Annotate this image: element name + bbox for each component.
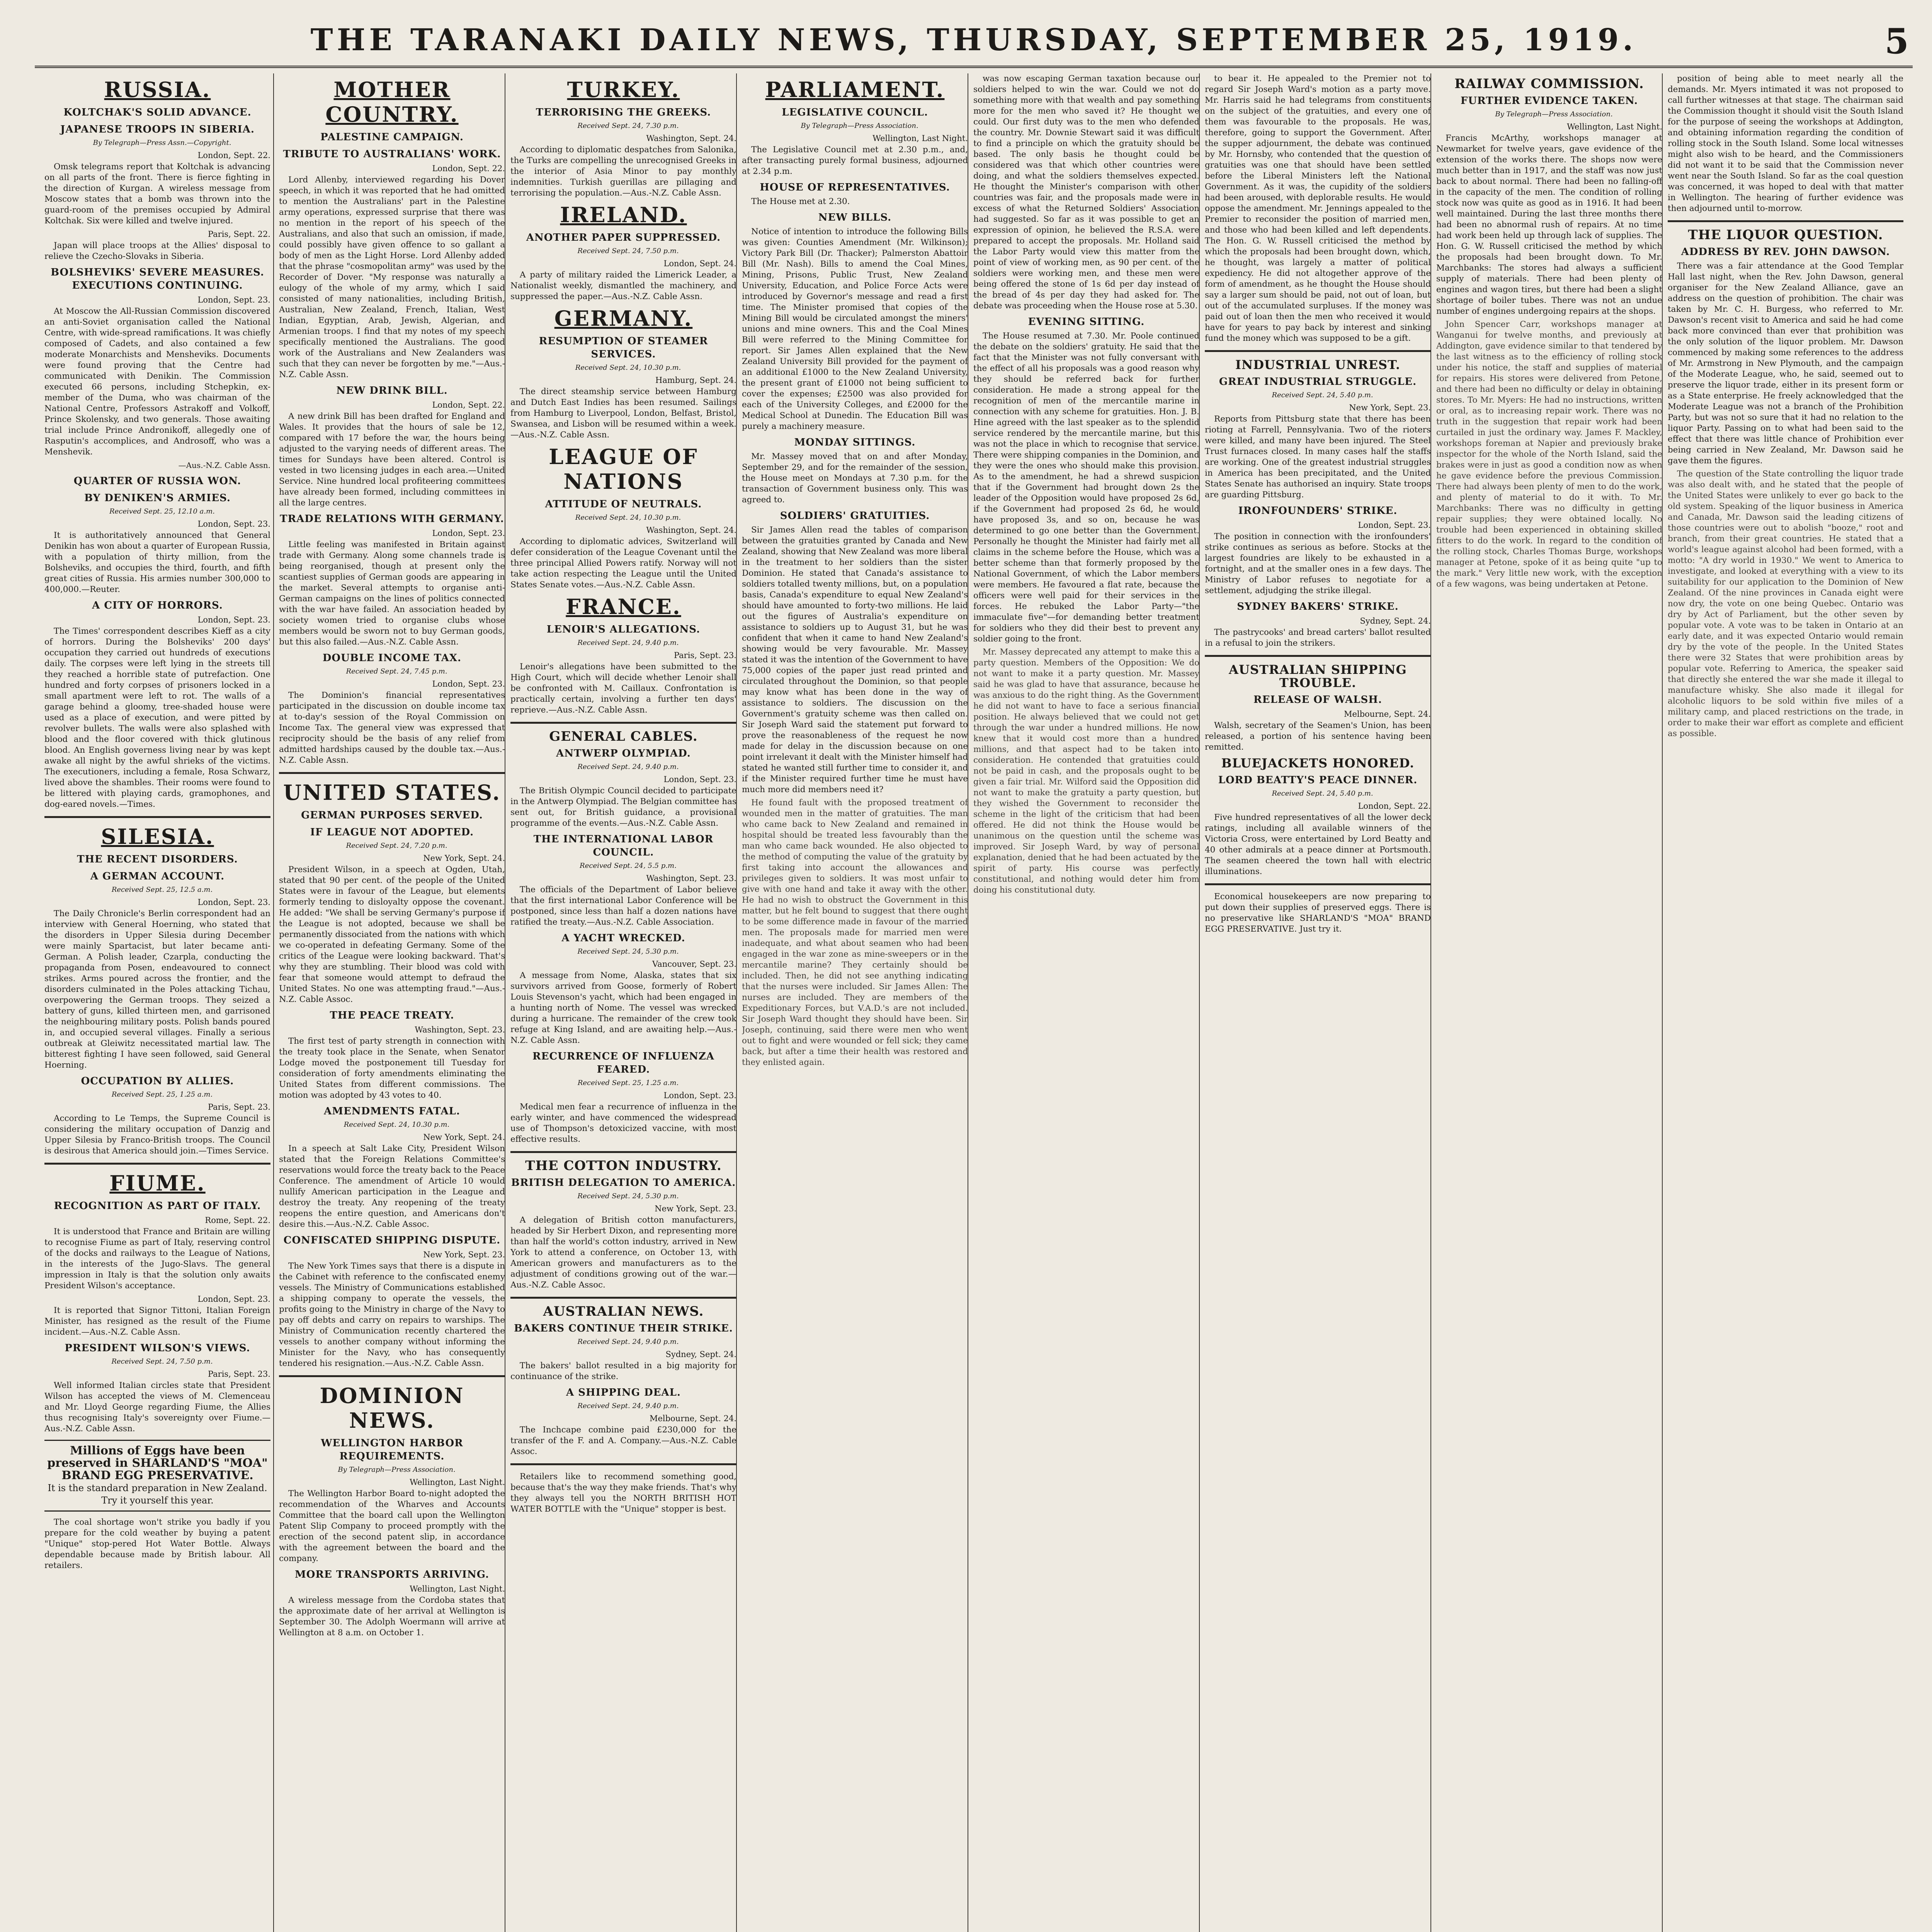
page-number: 5 [1884,21,1909,62]
section-title-australian-news: AUSTRALIAN NEWS. [543,1304,704,1319]
article-body: A party of military raided the Limerick Leader, a Nationalist weekly, dismantled the machinery, and suppressed the paper.—Aus.-N.Z. Cable Assn. [510,270,736,301]
column-7 [1436,73,1662,1932]
article-body: The British Olympic Council decided to participate in the Antwerp Olympiad. The Belgian committee has sent out, for British guidance, a provisional programme of the events.—Aus.-N.Z. Cable Assn. [510,786,736,828]
article-body: Little feeling was manifested in Britain against trade with Germany. Along some channels trade is being reorganised, though at present only the scantiest supplies of German goods are appearing in the market. Several attempts to organise anti-German campaigns on the lines of politics connected with the war have failed. An association headed by society women tried to organise clubs whose members would be sworn not to buy German goods, but this also failed.—Aus.-N.Z. Cable Assn. [279,540,505,647]
section-title-russia: RUSSIA. [104,77,211,102]
section-title-turkey: TURKEY. [567,77,680,102]
dateline: Sydney, Sept. 24. [665,1350,736,1359]
headline: SYDNEY BAKERS' STRIKE. [1237,601,1399,612]
divider [279,1375,505,1377]
article-body: The direct steamship service between Hamburg and Dutch East Indies has been resumed. Sailings from Hamburg to Liverpool, London, Belfast, Bristol, Swansea, and Lisbon will be resumed within a week.—Aus.-N.Z. Cable Assn. [510,387,736,440]
received-line: Received Sept. 24, 10.30 p.m. [575,514,681,522]
headline: QUARTER OF RUSSIA WON. [73,475,242,487]
headline: AMENDMENTS FATAL. [324,1105,460,1117]
received-line: Received Sept. 24, 7.30 p.m. [577,122,679,130]
divider [1205,350,1431,352]
advert-headline: Millions of Eggs have been preserved in SHARLAND'S "MOA" BRAND EGG PRESERVATIVE. [47,1444,268,1482]
received-line: Received Sept. 24, 9.40 p.m. [577,1338,679,1346]
article-body: The Daily Chronicle's Berlin correspondent had an interview with General Hoerning, who stated that the disorders in Upper Silesia during December were mainly Spartacist, but later became anti-German. A Polish leader, Czarpla, conducting the propaganda from Posen, endeavoured to connect strikes. Arms poured across the frontier, and the disorders culminated in the Poles attacking Tichau, overpowering the German troops. They seized a battery of guns, killed thirteen men, and garrisoned the neighbouring military posts. Polish bands poured in, and occupied several villages. Finally a serious outbreak at Gleiwitz necessitated martial law. The bitterest fighting I have seen followed, said General Hoerning. [44,909,270,1070]
headline: A YACHT WRECKED. [561,932,685,944]
advert-text: The coal shortage won't strike you badly if you prepare for the cold weather by buying a patent "Unique" stop-pered Hot Water Bottle. Always dependable because made by British labour. All retailers. [44,1517,270,1570]
headline: THE RECENT DISORDERS. [77,854,238,865]
headline: TERRORISING THE GREEKS. [536,107,711,118]
article-body: According to diplomatic despatches from Salonika, the Turks are compelling the unrecognised Greeks in the interior of Asia Minor to pay monthly indemnities. Turkish guerillas are pillaging and terrorising the population.—Aus.-N.Z. Cable Assn. [510,145,736,198]
article-body: Japan will place troops at the Allies' disposal to relieve the Czecho-Slovaks in Siberia. [44,241,270,261]
headline: LORD BEATTY'S PEACE DINNER. [1218,774,1418,786]
dateline: Washington, Sept. 23. [415,1025,505,1034]
dateline: London, Sept. 23. [197,295,270,304]
section-title-dominion-news: DOMINION NEWS. [320,1383,464,1433]
received-line: Received Sept. 25, 12.5 a.m. [111,886,213,894]
article-body: The question of the State controlling the liquor trade was also dealt with, and he stated that the people of the United States were unlikely to ever go back to the old system. Speaking of the liquor business in America and Canada, Mr. Dawson said the leading citizens of those countries were out to abolish "booze," root and branch, from their great countries. He stated that a world's league against alcohol had been formed, with a motto: "A dry world in 1930." We went to America to investigate, and looked at everything with a view to its suitability for our application to the Dominion of New Zealand. Of the nine provinces in Canada eight were now dry, the vote on one being Quebec. Ontario was dry by Act of Parliament, but the other seven by popular vote. A vote was to be taken in Ontario at an early date, and it was expected Ontario would remain dry by the vote of the people. In the United States there were 32 States that were prohibition areas by popular vote. Referring to America, the speaker said that directly she entered the war she made it illegal to manufacture whisky. She also made it illegal for alcoholic liquors to be sold within five miles of a military camp, and placed restrictions on the trade, in order to make their war effort as complete and efficient as possible. [1668,469,1903,738]
article-body: President Wilson, in a speech at Ogden, Utah, stated that 90 per cent. of the people of the United States were in favour of the League, but elements formerly tending to disloyalty oppose the covenant. He added: "We shall be serving Germany's purpose if the League is not adopted, because we shall be permanently dissociated from the nations with which we co-operated in defeating Germany. Some of the critics of the League were looking backward. That's why they are stumbling. Their blood was cold with fear that someone would attempt to defraud the United States. No one was attempting fraud."—Aus.-N.Z. Cable Assoc. [279,865,505,1004]
divider [279,772,505,774]
article-body: Lenoir's allegations have been submitted to the High Court, which will decide whether Lenoir shall be confronted with M. Caillaux. Confrontation is practically certain, involving a further ten days' reprieve.—Aus.-N.Z. Cable Assn. [510,662,736,715]
dateline: London, Sept. 22. [432,164,505,173]
section-title-ireland: IRELAND. [560,202,687,227]
headline: RECURRENCE OF INFLUENZA FEARED. [532,1051,714,1075]
section-title-fiume: FIUME. [109,1171,206,1196]
section-title-parliament: PARLIAMENT. [765,77,945,102]
headline: A SHIPPING DEAL. [566,1387,681,1398]
article-body: A message from Nome, Alaska, states that six survivors arrived from Goose, formerly of Robert Louis Stevenson's yacht, which had been engaged in a hunting north of Nome. The vessel was wrecked during a hurricane. The remainder of the crew took refuge at King Island, and are awaiting help.—Aus.-N.Z. Cable Assn. [510,971,736,1045]
dateline: New York, Sept. 23. [423,1250,505,1259]
advert-text: It is the standard preparation in New Zealand. Try it yourself this year. [48,1483,267,1506]
headline: AUSTRALIAN SHIPPING TROUBLE. [1229,662,1407,690]
headline: BAKERS CONTINUE THEIR STRIKE. [514,1323,733,1334]
headline: RECOGNITION AS PART OF ITALY. [54,1200,261,1212]
divider [1205,655,1431,657]
headline: EVENING SITTING. [1028,316,1145,328]
dateline: Paris, Sept. 23. [207,1369,270,1379]
article-body: The Inchcape combine paid £230,000 for the transfer of the F. and A. Company.—Aus.-N.Z. Cable Assoc. [510,1425,736,1456]
column-5 [973,73,1199,1932]
headline: PALESTINE CAMPAIGN. [320,131,464,143]
article-body: The position in connection with the ironfounders' strike continues as serious as before. Stocks at the largest foundries are likely to be exhausted in a fortnight, and at the smaller ones in a few days. The Ministry of Labor refuses to negotiate for a settlement, adjudging the strike illegal. [1205,532,1431,595]
dateline: Washington, Sept. 24. [646,526,736,535]
article-body: It is authoritatively announced that General Denikin has won about a quarter of European Russia, with a population of thirty million, from the Bolsheviks, and occupies the third, fourth, and fifth great cities of Russia. His armies number 300,000 to 400,000.—Reuter. [44,531,270,594]
article-body: Mr. Massey moved that on and after Monday, September 29, and for the remainder of the session, the House meet on Mondays at 7.30 p.m. for the transaction of Government business only. This was agreed to. [742,452,968,505]
column-4 [742,73,968,1932]
headline: LENOIR'S ALLEGATIONS. [546,624,701,635]
article-body: According to diplomatic advices, Switzerland will defer consideration of the League Covenant until the three principal Allied Powers ratify. Norway will not take action respecting the League until the United States Senate votes.—Aus.-N.Z. Cable Assn. [510,537,736,590]
advert-text: Economical housekeepers are now preparing to put down their supplies of preserved eggs. There is no preservative like SHARLAND'S "MOA" BRAND EGG PRESERVATIVE. Just try it. [1205,892,1431,934]
headline: RELEASE OF WALSH. [1253,694,1382,706]
article-body: The pastrycooks' and bread carters' ballot resulted in a refusal to join the strikers. [1205,628,1431,648]
headline: ANTWERP OLYMPIAD. [556,748,691,759]
headline: GREAT INDUSTRIAL STRUGGLE. [1219,376,1417,388]
article-body: was now escaping German taxation because our soldiers helped to win the war. Could we not do something more with that wealth and pay something more for the men who saved it? He thought we could. Our first duty was to the men who defended the country. Mr. Downie Stewart said it was difficult to find a principle on which the gratuity should be based. The only basis he thought could be considered was that which other countries were doing, and what the soldiers themselves expected. He thought the Minister's comparison with other countries was fair, and the proposals made were in excess of what the Returned Soldiers' Association had suggested. So far as it was possible to get an expression of opinion, he believed the R.S.A. were prepared to accept the proposals. Mr. Holland said the Labor Party would view this matter from the point of view of working men, as 90 per cent. of the soldiers were working men, and these men were being offered the stone of 1s 6d per day instead of the bread of 4s per day they had asked for. The debate was proceeding when the House rose at 5.30. [973,74,1199,311]
received-line: Received Sept. 24, 7.20 p.m. [346,842,447,850]
article-body: position of being able to meet nearly all the demands. Mr. Myers intimated it was not proposed to call further witnesses at that stage. The chairman said the Commission thought it should visit the South Island for the purpose of seeing the workshops at Addington, and obtaining information regarding the condition of rolling stock in the South Island. Some local witnesses might also wish to be heard, and the Commissioners did not want it to be said that the Commission never went near the South Island. So far as the coal question was concerned, it was hoped to deal with that matter in Wellington. The hearing of further evidence was then adjourned until to-morrow. [1668,74,1903,213]
headline: TRADE RELATIONS WITH GERMANY. [280,513,504,525]
headline: THE LIQUOR QUESTION. [1688,227,1883,243]
headline: A CITY OF HORRORS. [92,600,223,611]
dateline: London, Sept. 22. [1358,801,1431,811]
dateline: Wellington, Last Night. [872,134,968,143]
article-body: The Wellington Harbor Board to-night adopted the recommendation of the Wharves and Accounts Committee that the board call upon the Wellington Patent Slip Company to proceed promptly with the erection of the second patent slip, in accordance with the agreement between the board and the company. [279,1489,505,1563]
headline: A GERMAN ACCOUNT. [90,871,225,882]
advertisement [44,1440,270,1512]
headline: BY DENIKEN'S ARMIES. [84,492,231,504]
dateline: London, Sept. 23. [1358,520,1431,530]
headline: DOUBLE INCOME TAX. [322,652,462,664]
article-body: Medical men fear a recurrence of influenza in the early winter, and have commenced the widespread use of Thompson's detoxicized vaccine, with most effective results. [510,1102,736,1144]
article-body: The officials of the Department of Labor believe that the first international Labor Conference will be postponed, since less than half a dozen nations have ratified the treaty.—Aus.-N.Z. Cable Association. [510,885,736,927]
article-body: Reports from Pittsburg state that there has been rioting at Farrell, Pennsylvania. Two of the rioters were killed, and many have been injured. The Steel Trust furnaces closed. In many cases half the staffs are working. One of the greatest industrial struggles in America has been precipitated, and the United States Senate has authorised an inquiry. State troops are guarding Pittsburg. [1205,414,1431,500]
dateline: London, Sept. 23. [197,519,270,529]
dateline: London, Sept. 24. [663,259,736,268]
column-3 [510,73,736,1932]
dateline: New York, Sept. 24. [423,854,505,863]
received-line: Received Sept. 24, 10.30 p.m. [344,1121,450,1129]
dateline: Paris, Sept. 22. [207,230,270,239]
byline: By Telegraph—Press Association. [1495,110,1613,118]
headline: ATTITUDE OF NEUTRALS. [545,498,702,510]
article-body: Omsk telegrams report that Koltchak is advancing on all parts of the front. There is fierce fighting in the direction of Kurgan. A wireless message from Moscow states that a bomb was thrown into the guard-room of the premises occupied by Admiral Koltchak. Six were killed and twelve injured. [44,162,270,226]
article-body: Francis McArthy, workshops manager at Newmarket for twelve years, gave evidence of the extension of the works there. The shops now were much better than in 1917, and the staff was now just back to about normal. There had been no falling-off in the capacity of the men. The condition of rolling stock now was quite as good as in 1916. It had been well maintained. During the last three months there had been no abnormal rush of repairs. At no time had work been held up through lack of supplies. The Hon. G. W. Russell criticised the method by which the proposals had been brought down. To Mr. Marchbanks: The stores had always a sufficient supply of materials. There had been plenty of engines and wagon tires, but there had been a slight shortage of boiler tubes. There was not an undue number of engines undergoing repairs at the shops. [1436,133,1662,316]
dateline: London, Sept. 23. [663,775,736,784]
received-line: Received Sept. 24, 5.40 p.m. [1272,789,1373,798]
dateline: Washington, Sept. 24. [646,134,736,143]
dateline: Melbourne, Sept. 24. [649,1414,736,1423]
article-body: A wireless message from the Cordoba states that the approximate date of her arrival at Wellington is September 30. The Adolph Woermann will arrive at Wellington at 8 a.m. on October 1. [279,1595,505,1638]
divider [510,1463,736,1465]
divider [510,1151,736,1153]
article-body: It is understood that France and Britain are willing to recognise Fiume as part of Italy, reserving control of the docks and railways to the League of Nations, in the interests of the Jugo-Slavs. The general impression in Italy is that the solution only awaits President Wilson's acceptance. [44,1227,270,1291]
article-body: A new drink Bill has been drafted for England and Wales. It provides that the hours of sale be 12, compared with 17 before the war, the hours being adjusted to the varying needs of different areas. The times for Sundays have been altered. Control is vested in two licensing judges in each area.—United Service. Nine hundred local profiteering committees have already been formed, including committees in all the large centres. [279,412,505,508]
column-rule [273,73,274,1932]
dateline: New York, Sept. 23. [1349,403,1431,412]
headline: IF LEAGUE NOT ADOPTED. [310,827,474,838]
headline: ADDRESS BY REV. JOHN DAWSON. [1681,246,1890,258]
masthead [35,15,1913,68]
article-body: He found fault with the proposed treatment of wounded men in the matter of gratuities. The man who came back to New Zealand and remained in hospital should be treated less favourably than the man who came back wounded. He also objected to the method of computing the value of the gratuity by first taking into account the allowances and privileges given to soldiers. It was most unfair to give with one hand and take it away with the other. He had no wish to obstruct the Government in this matter, but he felt bound to suggest that there ought to be some difference made in favour of the married men. The proposals made for married men were inadequate, and what about seamen who had been engaged in the war zone as mine-sweepers or in the mercantile marine? They certainly should be included. Then, he did not see anything indicating that the nurses were included. Sir James Allen: The nurses are included. They are members of the Expeditionary Forces, but V.A.D.'s are not included. Sir Joseph Ward thought they should have been. Sir Joseph, continuing, said there were men who went out to fight and were wounded or fell sick; they came back, but after a time their health was restored and they enlisted again. [742,798,968,1067]
article-body: The Legislative Council met at 2.30 p.m., and, after transacting purely formal business, adjourned at 2.34 p.m. [742,145,968,176]
article-body: to bear it. He appealed to the Premier not to regard Sir Joseph Ward's motion as a party move. Mr. Harris said he had telegrams from constituents on the subject of the gratuities, and every one of them was favourable to the proposals. He was, therefore, going to support the Government. After the supper adjournment, the debate was continued by Mr. Hornsby, who contended that the question of gratuities was one that should have been settled before the Liberal Ministers left the National Government. As it was, the cupidity of the soldiers had been aroused, with deplorable results. He would oppose the amendment. Mr. Jennings appealed to the Premier to reconsider the position of married men, and those who had been killed and left dependents. The Hon. G. W. Russell criticised the method by which the proposals had been brought down, which, he thought, was largely a matter of political expediency. He did not altogether approve of the form of amendment, as he thought the House should say a larger sum should be paid, not out of loan, but out of the accumulated surpluses. If the money was paid out of loan then the men who received it would have for years to pay back by interest and sinking fund the money which was supposed to be a gift. [1205,74,1431,343]
column-1 [44,73,270,1932]
dateline: Paris, Sept. 23. [207,1102,270,1112]
column-6 [1205,73,1431,1932]
advert-text: Retailers like to recommend something good, because that's the way they make friends. That's why they always tell you the NORTH BRITISH HOT WATER BOTTLE with the "Unique" stopper is best. [510,1472,736,1514]
dateline: London, Sept. 23. [432,529,505,538]
received-line: Received Sept. 24, 5.30 p.m. [577,947,679,956]
received-line: Received Sept. 24, 5.40 p.m. [1272,391,1373,399]
dateline: London, Sept. 23. [197,898,270,907]
section-title-general-cables: GENERAL CABLES. [549,729,698,744]
article-body: At Moscow the All-Russian Commission discovered an anti-Soviet organisation called the National Centre, with wide-spread ramifications. It was chiefly composed of Cadets, and also contained a few moderate Monarchists and Mensheviks. Documents were found proving that the Centre had communicated with Denikin. The Commission executed 66 persons, including Stchepkin, ex-member of the Duma, who was chairman of the National Centre, Professors Astrakoff and Volkoff, Prince Skolensky, and two generals. Those awaiting trial include Prince Andronikoff, allegedly one of Rasputin's accomplices, and Androsoff, who was a Menshevik. [44,306,270,457]
article-body: The House met at 2.30. [751,197,850,206]
received-line: Received Sept. 24, 5.5 p.m. [580,862,677,870]
article-body: John Spencer Carr, workshops manager at Wanganui for twelve months, and previously at Addington, gave evidence similar to that tendered by the last witness as to the efficiency of rolling stock under his notice, the staff and supplies of material for repairs. His stores were delivered from Petone, and there had been no difficulty or delay in obtaining stores. To Mr. Myers: He had no instructions, written or oral, as to increasing repair work. There was no truth in the suggestion that repair work had been curtailed in just the ordinary way. James F. Mackley, workshops foreman at Napier and previously brake inspector for the whole of the North Island, said the brakes were in just as good a condition now as when he gave evidence before the previous Commission. There had always been plenty of men to do the work, and plenty of material to do it with. To Mr. Marchbanks: There was no difficulty in getting repair supplies; they were obtained locally. No trouble had been experienced in obtaining skilled fitters to do the work. In regard to the condition of the rolling stock, Charles Thomas Burge, workshops manager at Petone, spoke of it as being quite "up to the mark." Very little new work, with the exception of a few wagons, was being undertaken at Petone. [1436,320,1662,589]
divider [1205,883,1431,885]
headline: INDUSTRIAL UNREST. [1235,357,1400,372]
headline: JAPANESE TROOPS IN SIBERIA. [60,124,255,135]
section-title-league-of-nations: LEAGUE OF NATIONS [549,444,698,494]
dateline: London, Sept. 23. [197,615,270,624]
divider [44,1163,270,1165]
divider [510,722,736,724]
article-body: In a speech at Salt Lake City, President Wilson stated that the Foreign Relations Committee's reservations would force the treaty back to the Peace Conference. The amendment of Article 10 would nullify American participation in the League and destroy the treaty. Any reopening of the treaty reopens the entire question, and Americans don't desire this.—Aus.-N.Z. Cable Assoc. [279,1144,505,1229]
dateline: Paris, Sept. 23. [673,651,736,660]
headline: ANOTHER PAPER SUPPRESSED. [526,232,721,243]
headline: NEW DRINK BILL. [336,385,448,396]
article-body: A delegation of British cotton manufacturers, headed by Sir Herbert Dixon, and representing more than half the world's cotton industry, arrived in New York to attend a conference, on October 13, with American growers and manufacturers as to the adjustment of conditions growing out of the war.—Aus.-N.Z. Cable Assoc. [510,1215,736,1290]
headline: TRIBUTE TO AUSTRALIANS' WORK. [283,148,501,160]
dateline: New York, Sept. 23. [655,1204,736,1213]
headline: WELLINGTON HARBOR REQUIREMENTS. [321,1437,463,1462]
headline: HOUSE OF REPRESENTATIVES. [760,182,950,193]
received-line: Received Sept. 24, 9.40 p.m. [577,1402,679,1410]
received-line: Received Sept. 24, 9.40 p.m. [577,763,679,771]
received-line: Received Sept. 25, 1.25 a.m. [577,1079,679,1087]
headline: THE INTERNATIONAL LABOR COUNCIL. [533,833,714,858]
dateline: London, Sept. 23. [432,679,505,689]
headline: PRESIDENT WILSON'S VIEWS. [65,1342,250,1354]
headline: NEW BILLS. [818,212,892,223]
section-title-silesia: SILESIA. [101,824,214,849]
headline: SOLDIERS' GRATUITIES. [780,510,930,522]
dateline: London, Sept. 23. [663,1091,736,1100]
dateline: Rome, Sept. 22. [205,1216,270,1225]
received-line: Received Sept. 24, 5.30 p.m. [577,1192,679,1200]
headline: THE PEACE TREATY. [330,1010,454,1021]
divider [510,1297,736,1299]
dateline: Vancouver, Sept. 23. [652,959,736,969]
received-line: Received Sept. 25, 12.10 a.m. [109,507,215,515]
article-body: There was a fair attendance at the Good Templar Hall last night, when the Rev. John Dawson, general organiser for the New Zealand Alliance, gave an address on the question of prohibition. The chair was taken by Mr. C. H. Burgess, who referred to Mr. Dawson's recent visit to America and said he had come back more convinced than ever that prohibition was the only solution of the liquor problem. Mr. Dawson commenced by making some references to the address of Mr. Armstrong in New Plymouth, and the campaign of the Moderate League, who, he said, seemed out to preserve the liquor trade, either in its present form or as a State enterprise. He freely acknowledged that the Moderate League was not a branch of the Prohibition Party, but was not so sure that it had no relation to the liquor Party. Passing on to what had been said to the effect that there was little chance of Prohibition ever being carried in New Zealand, Mr. Dawson said he gave them the figures. [1668,261,1903,466]
article-body: Well informed Italian circles state that President Wilson has accepted the views of M. Clemenceau and Mr. Lloyd George regarding Fiume, the Allies thus recognising Italy's sovereignty over Fiume.—Aus.-N.Z. Cable Assn. [44,1381,270,1434]
dateline: Hamburg, Sept. 24. [655,376,736,385]
headline: IRONFOUNDERS' STRIKE. [1238,505,1398,517]
agency-credit: —Aus.-N.Z. Cable Assn. [178,461,270,470]
received-line: Received Sept. 24, 7.50 p.m. [111,1357,213,1366]
dateline: Wellington, Last Night. [410,1478,505,1487]
received-line: Received Sept. 24, 7.45 p.m. [346,667,447,675]
headline: KOLTCHAK'S SOLID ADVANCE. [63,107,252,118]
article-body: The first test of party strength in connection with the treaty took place in the Senate, when Senator Lodge moved the postponement till Tuesday for consideration of forty amendments eliminating the United States from different commissions. The motion was adopted by 43 votes to 40. [279,1036,505,1100]
divider [44,816,270,818]
headline: RESUMPTION OF STEAMER SERVICES. [539,335,708,360]
section-title-germany: GERMANY. [554,306,693,331]
byline: By Telegraph—Press Assn.—Copyright. [93,139,231,147]
article-body: Mr. Massey deprecated any attempt to make this a party question. Members of the Opposition: We do not want to make it a party question. Mr. Massey said he was glad to have that assurance, because he was anxious to do the right thing. As the Government he did not want to have to face a serious financial position. He always believed that we could not get through the war under a hundred millions. He now knew that it would cost more than a hundred millions, and that aspect had to be taken into consideration. He contended that gratuities could not be paid in cash, and the proposals ought to be given a fair trial. Mr. Wilford said the Opposition did not want to make the gratuity a party question, but they wished the Government to reconsider the scheme in the light of the criticism that had been offered. He did not think the House would be unanimous on the question until the scheme was improved. Sir Joseph Ward, by way of personal explanation, denied that he had been actuated by the spirit of party. His course was perfectly constitutional, and nothing would deter him from doing his constitutional duty. [973,647,1199,895]
article-body: The House resumed at 7.30. Mr. Poole continued the debate on the soldiers' gratuity. He said that the fact that the Minister was not fully conversant with the effect of all his proposals was a good reason why they should be referred back for further consideration. He made a strong appeal for the recognition of men of the mercantile marine in connection with any scheme for gratuities. Hon. J. B. Hine agreed with the last speaker as to the splendid service rendered by the mercantile marine, but this was not the place in which to recognise that service. There were shipping companies in the Dominion, and they were the ones who should make this provision. As to the amendment, he had a shrewd suspicion that if the Government had brought down 2s the leader of the Opposition would have proposed 2s 6d, if the Government had proposed 2s 6d, he would have proposed 3s, and so on, because he was determined to go one better than the Government. Personally he thought the Minister had fairly met all claims in the scheme before the House, which was a better scheme than that formerly proposed by the National Government, of which the Labor members were members. He favoured a flat rate, because the officers were well paid for their services in the forces. He rebuked the Labor Party—"the immaculate five"—for demanding better treatment for soldiers who they did their best to prevent any soldier going to the front. [973,331,1199,644]
dateline: London, Sept. 23. [197,1294,270,1304]
received-line: Received Sept. 24, 7.50 p.m. [577,247,679,255]
received-line: Received Sept. 25, 1.25 a.m. [111,1090,213,1099]
article-body: The Dominion's financial representatives participated in the discussion on double income tax at to-day's session of the Royal Commission on Income Tax. The general view was expressed that reciprocity should be the basis of any relief from admitted hardships caused by the double tax.—Aus.-N.Z. Cable Assn. [279,690,505,765]
dateline: Sydney, Sept. 24. [1360,616,1431,626]
headline: CONFISCATED SHIPPING DISPUTE. [283,1235,501,1246]
headline: GERMAN PURPOSES SERVED. [301,810,483,821]
headline: RAILWAY COMMISSION. [1454,76,1644,92]
dateline: Wellington, Last Night. [410,1584,505,1594]
headline: BLUEJACKETS HONORED. [1221,756,1415,770]
dateline: London, Sept. 22. [197,151,270,160]
dateline: New York, Sept. 24. [423,1133,505,1142]
dateline: Washington, Sept. 23. [646,874,736,883]
headline: MONDAY SITTINGS. [794,437,916,448]
masthead-title: THE TARANAKI DAILY NEWS, THURSDAY, SEPTEMBER 25, 1919. [310,22,1637,58]
article-body: Lord Allenby, interviewed regarding his Dover speech, in which it was reported that he had omitted to mention the Australians' part in the Palestine army operations, expressed surprise that there was no mention in the report of his speech of the Australians, and also that such an omission, if made, could possibly have given offence to so gallant a body of men as the Light Horse. Lord Allenby added that the phrase "cosmopolitan army" was used by the Recorder of Dover. "My response was naturally a eulogy of the whole of my army, which I said consisted of many nationalities, including British, Australian, New Zealand, French, Italian, West Indian, Egyptian, Arab, Jewish, Algerian, and Armenian troops. I find that my notes of my speech specifically mentioned the Australians. The good work of the Australians and New Zealanders was such that they can never be forgotten by me."—Aus.-N.Z. Cable Assn. [279,175,505,379]
headline: FURTHER EVIDENCE TAKEN. [1460,95,1638,107]
headline: BOLSHEVIKS' SEVERE MEASURES. EXECUTIONS CONTINUING. [51,267,264,291]
section-title-cotton-industry: THE COTTON INDUSTRY. [525,1158,722,1173]
headline: OCCUPATION BY ALLIES. [81,1075,234,1087]
received-line: Received Sept. 24, 9.40 p.m. [577,639,679,647]
dateline: Wellington, Last Night. [1567,122,1662,131]
article-body: The bakers' ballot resulted in a big majority for continuance of the strike. [510,1361,736,1381]
dateline: London, Sept. 22. [432,400,505,410]
headline: MORE TRANSPORTS ARRIVING. [294,1569,490,1580]
divider [1668,220,1903,222]
headline: BRITISH DELEGATION TO AMERICA. [511,1177,736,1189]
byline: By Telegraph—Press Association. [338,1466,456,1474]
byline: By Telegraph—Press Association. [801,122,918,130]
article-body: The Times' correspondent describes Kieff as a city of horrors. During the Bolsheviks' 200 days' occupation they carried out hundreds of executions daily. The corpses were left lying in the streets till they reached a horrible state of putrefaction. One hundred and forty corpses of prisoners locked in a small apartment were left to rot. The walls of a garage behind a gloomy, tree-shaded house were used as a place of execution, and were pitted by revolver bullets. The walls were also splashed with blood and the floor covered with thick glutinous blood. An English governess living near by was kept awake all night by the awful shrieks of the victims. The executioners, including a female, Rosa Schwarz, lived above the shambles. Their rooms were found to be littered with playing cards, gramophones, and dog-eared novels.—Times. [44,626,270,809]
headline: LEGISLATIVE COUNCIL. [782,107,928,118]
article-body: According to Le Temps, the Supreme Council is considering the military occupation of Danzig and Upper Silesia by Franco-British troops. The Council is desirous that America should join.—Times Service. [44,1114,270,1156]
article-body: Walsh, secretary of the Seamen's Union, has been released, a portion of his sentence having been remitted. [1205,721,1431,752]
article-body: Sir James Allen read the tables of comparison between the gratuities granted by Canada and New Zealand, showing that New Zealand was more liberal in the treatment to her soldiers than the sister Dominion. He stated that Canada's assistance to soldiers totalled twenty millions, but, on a population basis, Canada's expenditure to equal New Zealand's should have amounted to forty-two millions. He laid out the figures of Australia's expenditure on assistance to soldiers up to August 31, but he was confident that when it came to hand New Zealand's showing would be very favourable. Mr. Massey stated it was the intention of the Government to have 75,000 copies of the paper just read printed and circulated throughout the Dominion, so that people may know what has been done in the way of assistance to soldiers. The discussion on the Government's gratuity scheme was then called on. Sir Joseph Ward said the statement put forward to prove the reasonableness of the request he now made for delay in the discussion because on one point irrelevant it dealt with the Minister himself had stated he wanted still further time to consider it, and if the Minister required further time he must have much more did members need it? [742,525,968,794]
section-title-united-states: UNITED STATES. [283,780,501,805]
column-2 [279,73,505,1932]
column-8 [1668,73,1903,1932]
article-body: Notice of intention to introduce the following Bills was given: Counties Amendment (Mr. Wilkinson); Victory Park Bill (Dr. Thacker); Palmerston Abattoir Bill (Mr. Nash). Bills to amend the Coal Mines, Mining, Prisons, Public Trust, New Zealand University, Education, and Police Force Acts were introduced by Governor's message and read a first time. The Minister promised that copies of the Mining Bill would be circulated amongst the miners' unions and mine owners. This and the Coal Mines Bill were referred to the Mining Committee for report. Sir James Allen explained that the New Zealand University Bill provided for the payment of an additional £1000 to the New Zealand University, the present grant of £1000 not being sufficient to cover the expenses; £2500 was also provided for each of the University Colleges, and £2000 for the Medical School at Dunedin. The Education Bill was purely a machinery measure. [742,227,968,431]
section-title-mother-country: MOTHER COUNTRY. [325,77,459,127]
dateline: Melbourne, Sept. 24. [1344,709,1431,719]
section-title-france: FRANCE. [566,594,681,619]
received-line: Received Sept. 24, 10.30 p.m. [575,364,681,372]
article-body: Five hundred representatives of all the lower deck ratings, including all available winners of the Victoria Cross, were entertained by Lord Beatty and 40 other admirals at a peace dinner at Portsmouth. The seamen cheered the town hall with electric illuminations. [1205,813,1431,876]
article-body: The New York Times says that there is a dispute in the Cabinet with reference to the confiscated enemy vessels. The Ministry of Communications established a shipping company to operate the vessels, the profits going to the Ministry in charge of the Navy to pay off debts and carry on repairs to warships. The Ministry of Communication recently chartered the vessels to another company without informing the Minister for the Navy, who has consequently tendered his resignation.—Aus.-N.Z. Cable Assn. [279,1261,505,1368]
article-body: It is reported that Signor Tittoni, Italian Foreign Minister, has resigned as the result of the Fiume incident.—Aus.-N.Z. Cable Assn. [44,1306,270,1337]
